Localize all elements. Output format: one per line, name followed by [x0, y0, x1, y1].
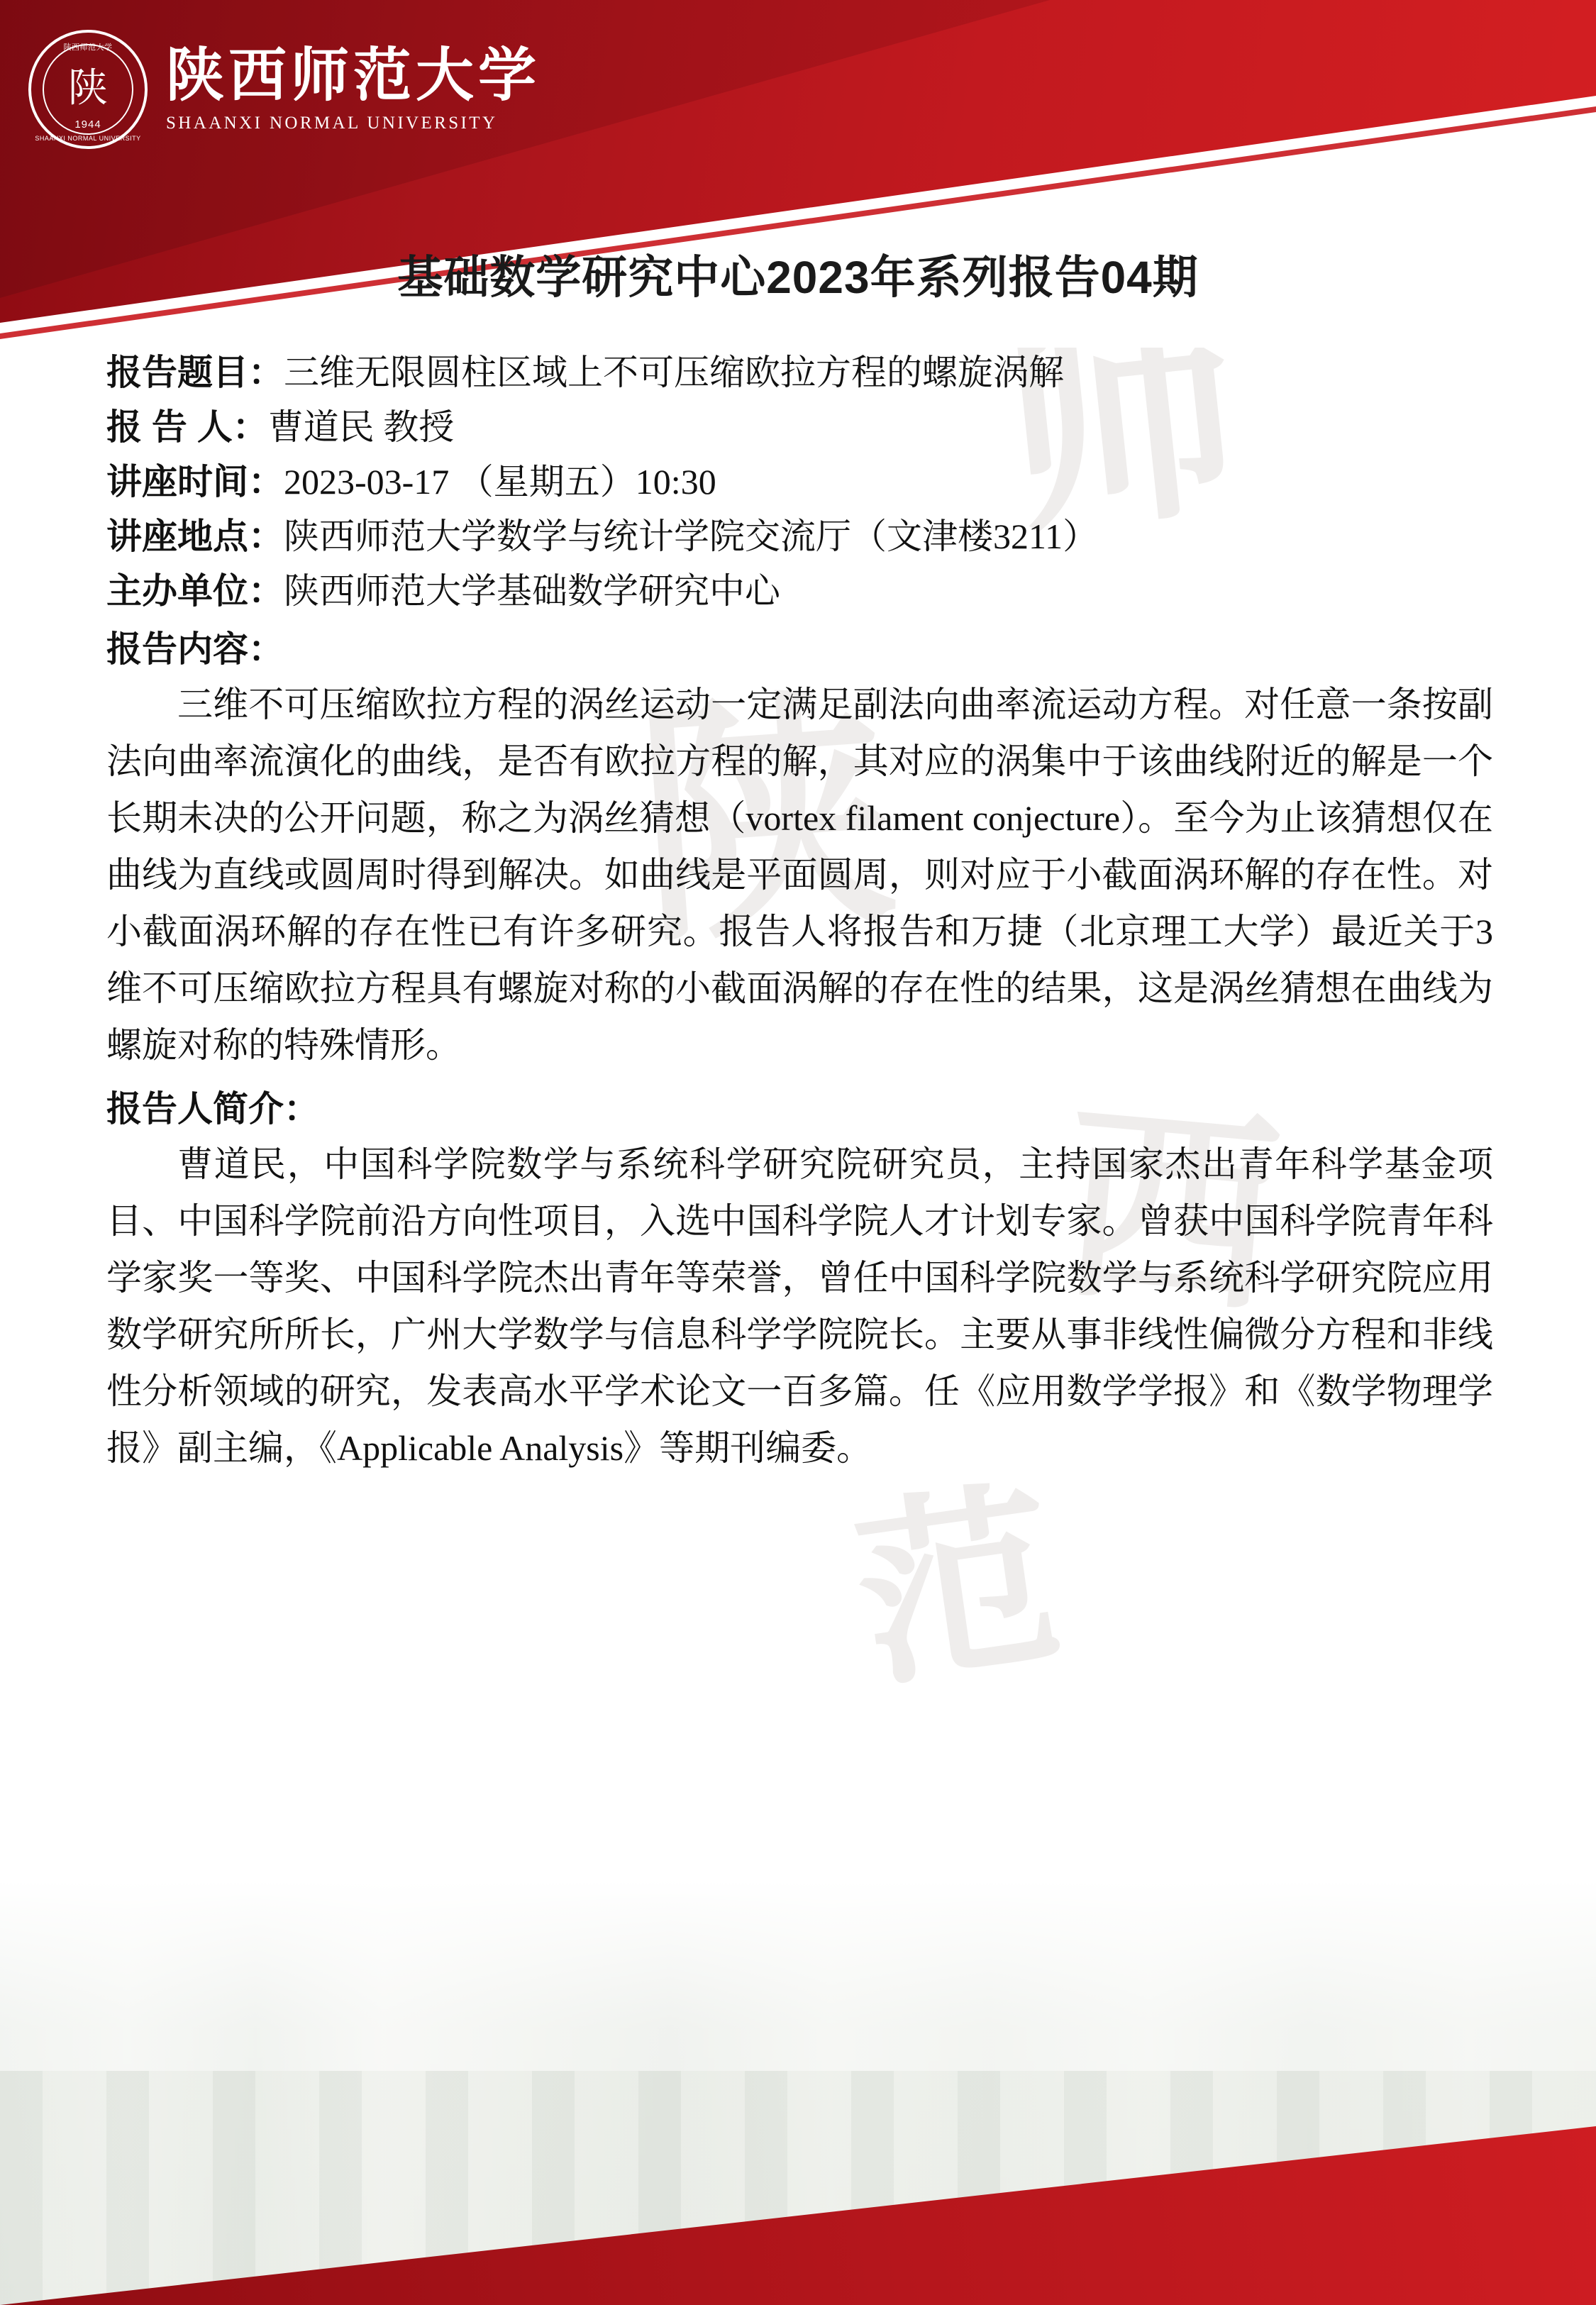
abstract-heading: 报告内容： — [106, 629, 284, 669]
watermark-character-2: 陕 — [628, 672, 904, 973]
footer-wedge-shape — [0, 2007, 1596, 2305]
watermark-character-1: 师 — [994, 280, 1255, 563]
field-value-location: 陕西师范大学数学与统计学院交流厅（文津楼3211） — [284, 516, 1099, 556]
university-wordmark — [166, 45, 541, 133]
university-logo-block — [28, 30, 541, 149]
seal-arc-top-text: 陕西师范大学 — [63, 43, 113, 52]
university-name-en: SHAANXI NORMAL UNIVERSITY — [166, 114, 498, 133]
field-row-time — [106, 457, 1493, 507]
bio-text: 曹道民，中国科学院数学与系统科学研究院研究员，主持国家杰出青年科学基金项目、中国科学院前沿方向性项目，入选中国科学院人才计划专家。曾获中国科学院青年科学家奖一等奖、中国科学院杰出青年等荣誉，曾任中国科学院数学与系统科学研究院应用数学研究所所长，广州大学数学与信息科学学院院长。主要从事非线性偏微分方程和非线性分析领域的研究，发表高水平学术论文一百多篇。任《应用数学学报》和《数学物理学报》副主编，《Applicable Analysis》等期刊编委。 — [106, 1144, 1493, 1468]
field-label-location: 讲座地点： — [106, 516, 284, 556]
field-value-speaker: 曹道民 教授 — [267, 407, 455, 447]
field-label-speaker: 报 告 人： — [106, 407, 268, 447]
field-label-topic: 报告题目： — [106, 353, 284, 392]
abstract-text: 三维不可压缩欧拉方程的涡丝运动一定满足副法向曲率流运动方程。对任意一条按副法向曲率流演化的曲线，是否有欧拉方程的解，其对应的涡集中于该曲线附近的解是一个长期未决的公开问题，称之为涡丝猜想（vortex filament conjecture）。至今为止该猜想仅在曲线为直线或圆周时得到解决。如曲线是平面圆周，则对应于小截面涡环解的存在性。对小截面涡环解的存在性已有许多研究。报告人将报告和万捷（北京理工大学）最近关于3维不可压缩欧拉方程具有螺旋对称的小截面涡解的存在性的结果，这是涡丝猜想在曲线为螺旋对称的特殊情形。 — [106, 685, 1493, 1065]
poster-body — [106, 348, 1493, 1483]
field-row-organizer — [106, 566, 1493, 617]
university-seal-icon — [28, 30, 148, 149]
page-title: 基础数学研究中心2023年系列报告04期 — [397, 252, 1199, 303]
seal-arc-bottom-text: SHAANXI NORMAL UNIVERSITY — [35, 135, 141, 142]
field-label-organizer: 主办单位： — [106, 571, 284, 611]
field-row-topic — [106, 348, 1493, 398]
bio-heading: 报告人简介： — [106, 1089, 319, 1129]
field-row-speaker — [106, 402, 1493, 453]
watermark-character-3: 西 — [1054, 1086, 1287, 1340]
footer-red-wedge — [0, 2007, 1596, 2305]
field-value-organizer: 陕西师范大学基础数学研究中心 — [284, 571, 780, 611]
field-row-location — [106, 512, 1493, 562]
seal-year: 1944 — [74, 118, 101, 131]
field-label-time: 讲座时间： — [106, 462, 284, 502]
watermark-character-4: 范 — [843, 1466, 1072, 1712]
field-value-time: 2023-03-17 （星期五）10:30 — [284, 462, 716, 502]
seal-character: 陕 — [68, 66, 108, 111]
university-name-cn: 陕西师范大学 — [166, 43, 541, 108]
field-value-topic: 三维无限圆柱区域上不可压缩欧拉方程的螺旋涡解 — [284, 353, 1064, 392]
